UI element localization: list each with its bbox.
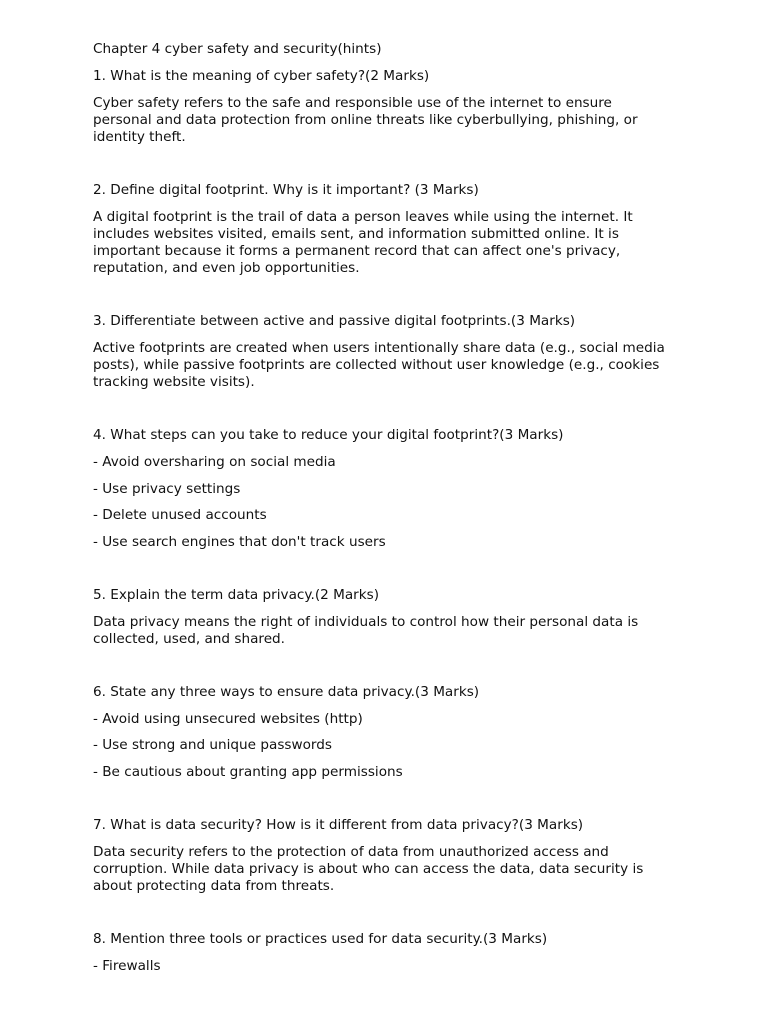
answer-5: Data privacy means the right of individuals to control how their personal data is collected, used, and shared. [93,613,643,647]
question-4: 4. What steps can you take to reduce your digital footprint?(3 Marks) [93,427,564,443]
answer-2: A digital footprint is the trail of data a person leaves while using the internet. It includes websites visited, emails sent, and information submitted online. It is important because it forms a permanent record that can affect one's privacy, reputation, and even job opportunities. [93,209,638,276]
answer-3: Active footprints are created when users intentionally share data (e.g., social media posts), while passive footprints are collected without user knowledge (e.g., cookies tracking website visits). [93,340,670,390]
question-2: 2. Define digital footprint. Why is it important? (3 Marks) [93,182,479,198]
question-7: 7. What is data security? How is it different from data privacy?(3 Marks) [93,816,584,833]
question-1: 1. What is the meaning of cyber safety?(2 Marks) [93,68,430,84]
question-3: 3. Differentiate between active and passive digital footprints.(3 Marks) [93,313,576,329]
question-5: 5. Explain the term data privacy.(2 Marks) [93,586,379,603]
document-title: Chapter 4 cyber safety and security(hints) [93,41,382,57]
list-item: - Use search engines that don't track users [93,533,386,550]
list-item: - Firewalls [93,957,161,974]
answer-1: Cyber safety refers to the safe and responsible use of the internet to ensure personal and data protection from online threats like cyberbullying, phishing, or identity theft. [93,95,642,145]
list-item: - Use strong and unique passwords [93,737,332,753]
list-item: - Be cautious about granting app permissions [93,763,403,780]
answer-7: Data security refers to the protection of data from unauthorized access and corruption. While data privacy is about who can access the data, data security is about protecting data from threats. [93,843,648,894]
list-item: - Use privacy settings [93,480,241,497]
list-item: - Avoid using unsecured websites (http) [93,710,363,727]
question-8: 8. Mention three tools or practices used for data security.(3 Marks) [93,930,548,947]
list-item: - Delete unused accounts [93,507,267,523]
question-6: 6. State any three ways to ensure data privacy.(3 Marks) [93,683,480,700]
document-page [93,41,673,984]
list-item: - Avoid oversharing on social media [93,454,336,470]
